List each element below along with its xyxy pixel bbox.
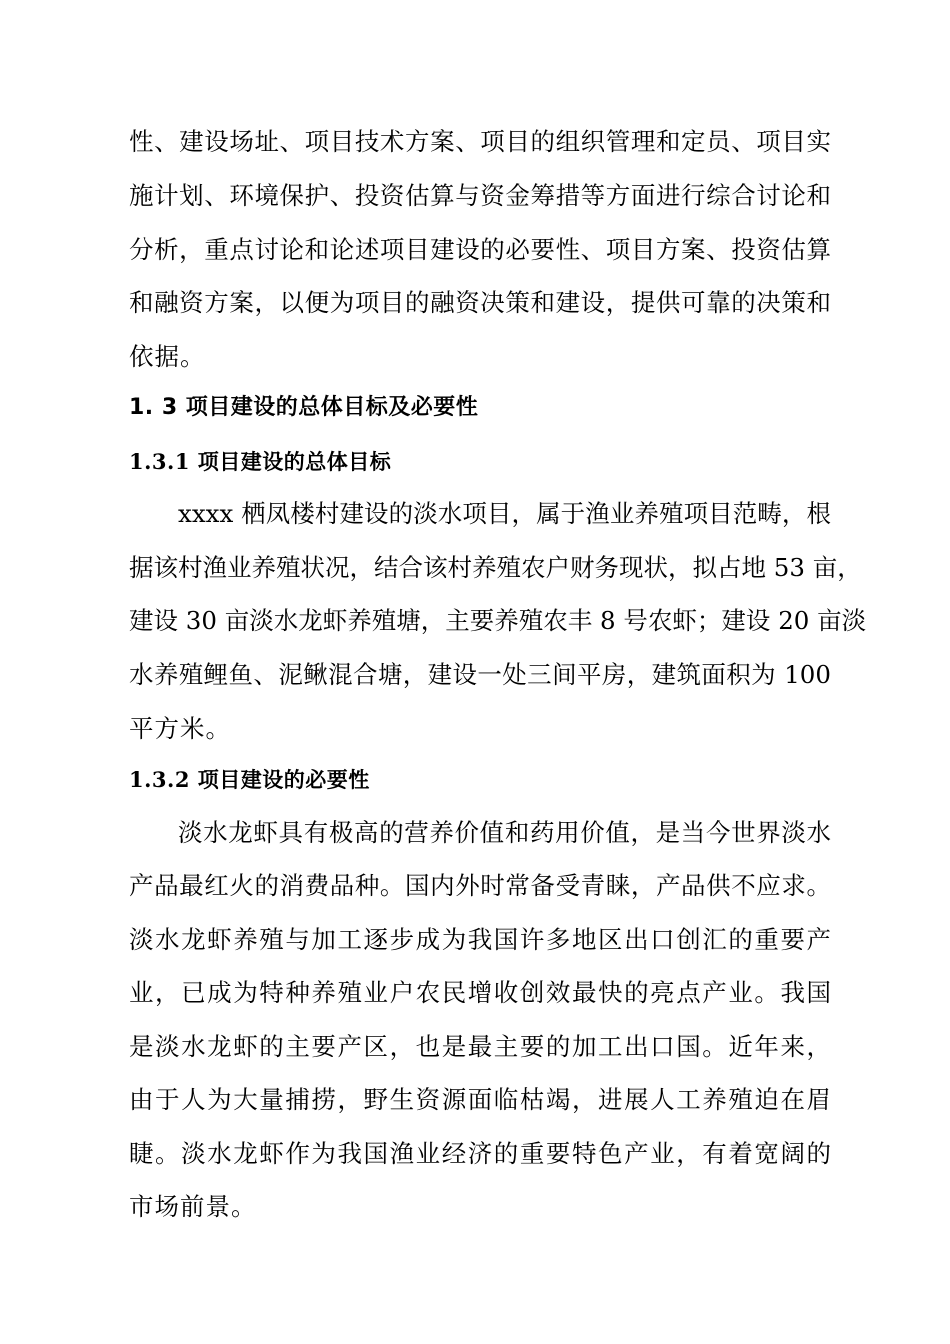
necessity-line-7: 睫。淡水龙虾作为我国渔业经济的重要特色产业，有着宽阔的	[129, 1139, 831, 1168]
goals-line-2: 据该村渔业养殖状况，结合该村养殖农户财务现状，拟占地 53 亩，	[129, 553, 862, 582]
intro-line-5: 依据。	[129, 342, 206, 371]
necessity-line-6: 由于人为大量捕捞，野生资源面临枯竭，进展人工养殖迫在眉	[129, 1085, 831, 1114]
goals-line-5: 平方米。	[129, 714, 231, 743]
goals-line-1: xxxx 栖凤楼村建设的淡水项目，属于渔业养殖项目范畴，根	[178, 499, 831, 528]
necessity-line-4: 业，已成为特种养殖业户农民增收创效最快的亮点产业。我国	[129, 978, 831, 1007]
necessity-line-8: 市场前景。	[129, 1192, 257, 1221]
intro-line-3: 分析，重点讨论和论述项目建设的必要性、项目方案、投资估算	[129, 235, 831, 264]
necessity-line-1: 淡水龙虾具有极高的营养价值和药用价值，是当今世界淡水	[178, 818, 831, 847]
intro-line-2: 施计划、环境保护、投资估算与资金筹措等方面进行综合讨论和	[129, 181, 831, 210]
goals-line-3: 建设 30 亩淡水龙虾养殖塘，主要养殖农丰 8 号农虾；建设 20 亩淡	[129, 606, 867, 635]
goals-line-4: 水养殖鲤鱼、泥鳅混合塘，建设一处三间平房，建筑面积为 100	[129, 660, 831, 689]
necessity-line-2: 产品最红火的消费品种。国内外时常备受青睐，产品供不应求。	[129, 871, 831, 900]
subsection-heading-necessity: 1.3.2 项目建设的必要性	[129, 767, 370, 792]
necessity-line-5: 是淡水龙虾的主要产区，也是最主要的加工出口国。近年来，	[129, 1032, 831, 1061]
subsection-heading-goals: 1.3.1 项目建设的总体目标	[129, 449, 392, 474]
intro-line-4: 和融资方案，以便为项目的融资决策和建设，提供可靠的决策和	[129, 288, 831, 317]
section-heading: 1. 3 项目建设的总体目标及必要性	[129, 395, 479, 420]
intro-line-1: 性、建设场址、项目技术方案、项目的组织管理和定员、项目实	[129, 127, 831, 156]
necessity-line-3: 淡水龙虾养殖与加工逐步成为我国许多地区出口创汇的重要产	[129, 925, 831, 954]
